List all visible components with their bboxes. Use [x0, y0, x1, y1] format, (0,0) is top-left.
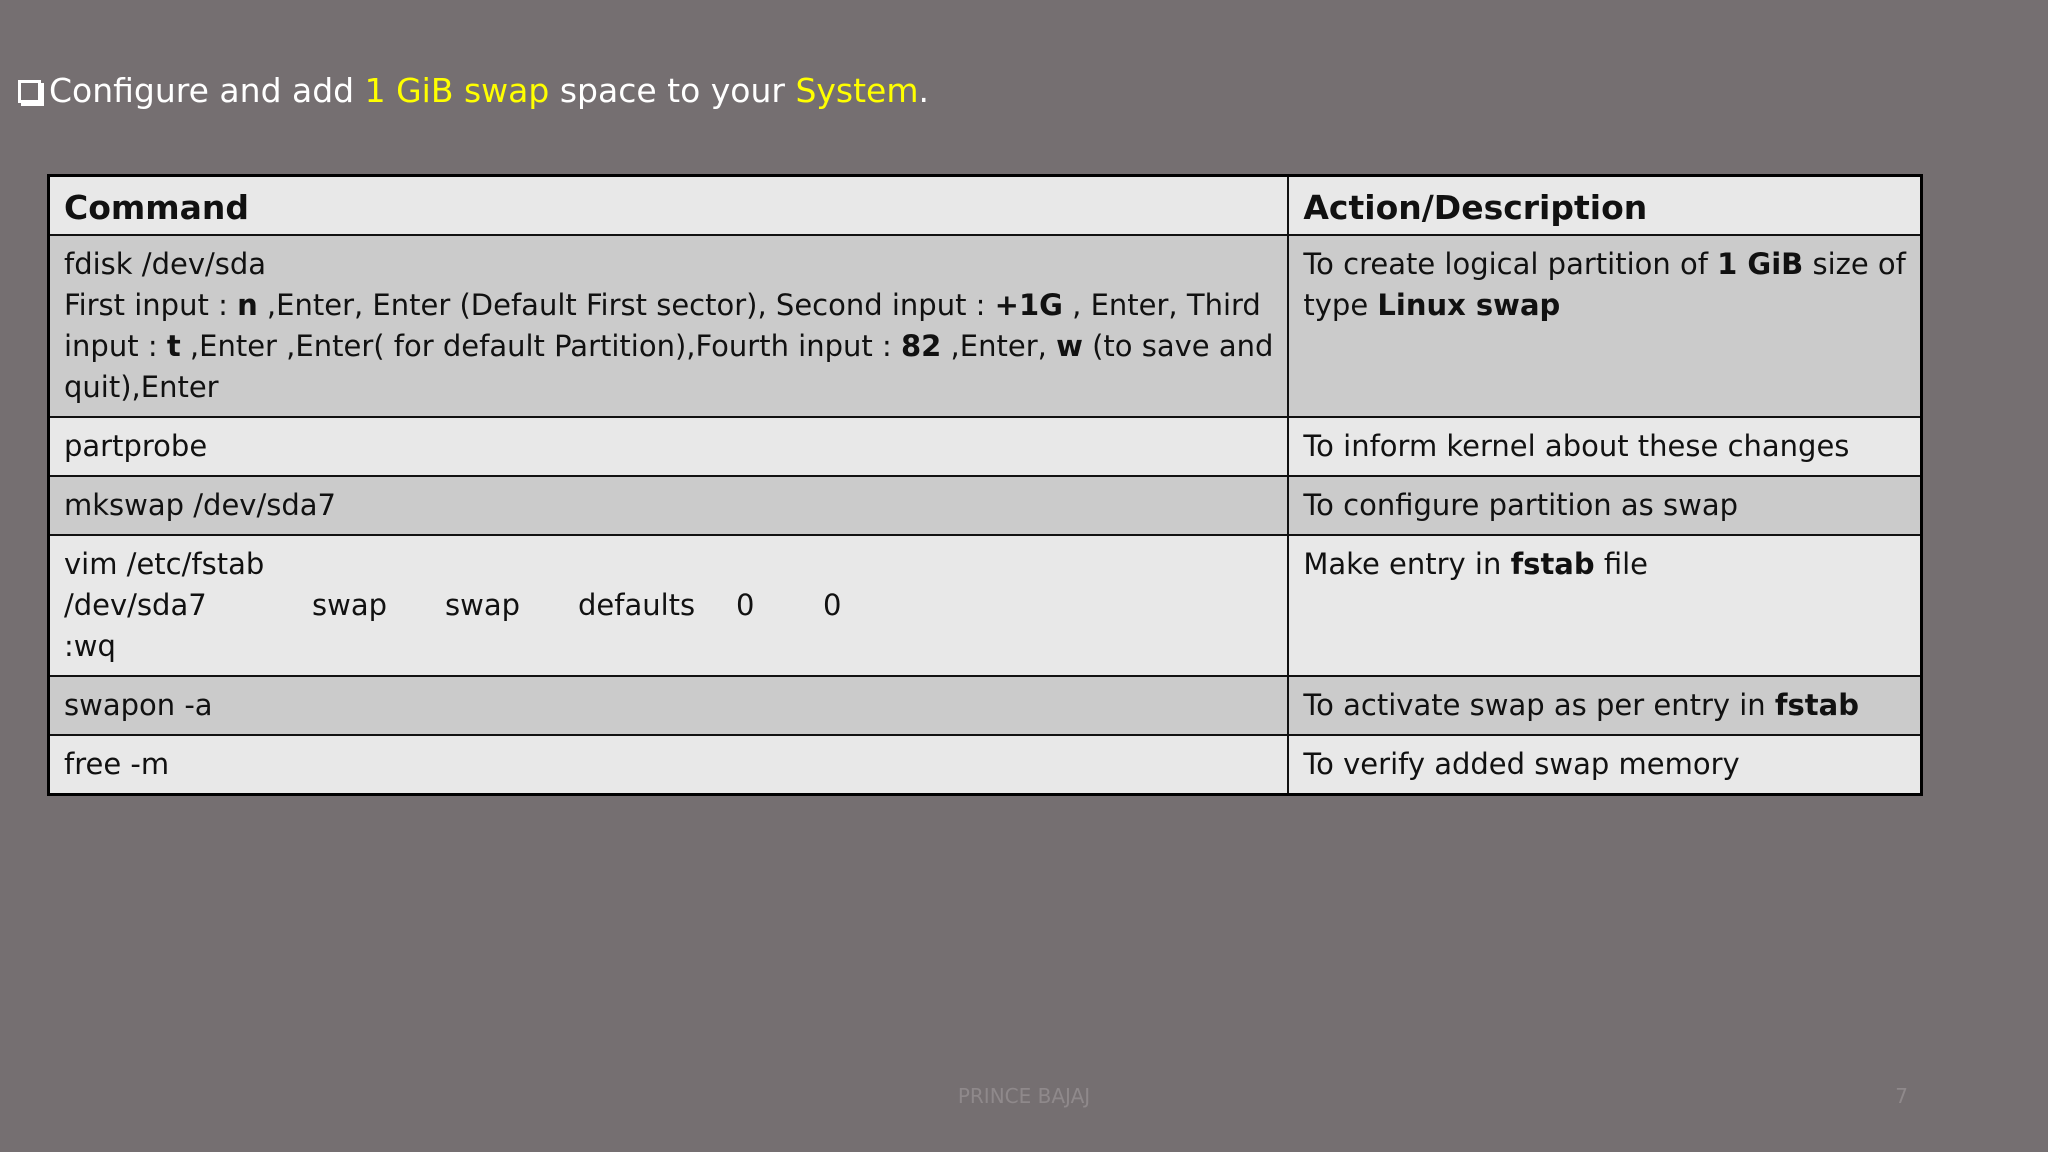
command-cell: partprobe [49, 417, 1289, 476]
command-line: First input : n ,Enter, Enter (Default First sector), Second input : +1G , Enter, Third [64, 288, 1261, 322]
description-cell: To activate swap as per entry in fstab [1288, 676, 1921, 735]
header-description: Action/Description [1288, 176, 1921, 236]
command-line: input : t ,Enter ,Enter( for default Partition),Fourth input : 82 ,Enter, w (to save and [64, 329, 1274, 363]
heading-part3: . [918, 71, 930, 110]
description-cell: Make entry in fstab file [1288, 535, 1921, 676]
table-row [49, 535, 1922, 676]
description-cell: To configure partition as swap [1288, 476, 1921, 535]
command-line: fdisk /dev/sda [64, 247, 267, 281]
fstab-entry [64, 585, 1273, 626]
fstab-mountpoint: swap [312, 588, 388, 622]
checkbox-bullet-icon [18, 80, 41, 103]
fstab-options: defaults [578, 588, 696, 622]
footer-author: PRINCE BAJAJ [957, 1084, 1091, 1108]
command-cell: free -m [49, 735, 1289, 795]
heading-part1: Configure and add [49, 71, 365, 110]
fstab-dump: 0 [736, 588, 755, 622]
heading-highlight-swap: 1 GiB swap [364, 71, 550, 110]
description-line: type Linux swap [1303, 288, 1561, 322]
command-line: quit),Enter [64, 370, 219, 404]
command-line: :wq [64, 629, 116, 663]
command-cell [49, 535, 1289, 676]
table-row [49, 676, 1922, 735]
description-cell: To verify added swap memory [1288, 735, 1921, 795]
command-cell: swapon -a [49, 676, 1289, 735]
description-cell [1288, 235, 1921, 417]
description-line: To create logical partition of 1 GiB size of [1303, 247, 1906, 281]
page-number: 7 [1895, 1084, 1908, 1108]
fstab-type: swap [445, 588, 521, 622]
table-row [49, 235, 1922, 417]
slide-heading [18, 66, 929, 116]
table-row [49, 735, 1922, 795]
fstab-device: /dev/sda7 [64, 588, 207, 622]
header-command: Command [49, 176, 1289, 236]
heading-text [49, 66, 929, 116]
description-cell: To inform kernel about these changes [1288, 417, 1921, 476]
table-row [49, 417, 1922, 476]
command-line: vim /etc/fstab [64, 547, 265, 581]
command-cell: mkswap /dev/sda7 [49, 476, 1289, 535]
heading-highlight-system: System [795, 71, 919, 110]
table-header-row [49, 176, 1922, 236]
command-cell [49, 235, 1289, 417]
table-row [49, 476, 1922, 535]
fstab-pass: 0 [823, 588, 842, 622]
heading-part2: space to your [549, 71, 796, 110]
command-table [47, 174, 1923, 796]
